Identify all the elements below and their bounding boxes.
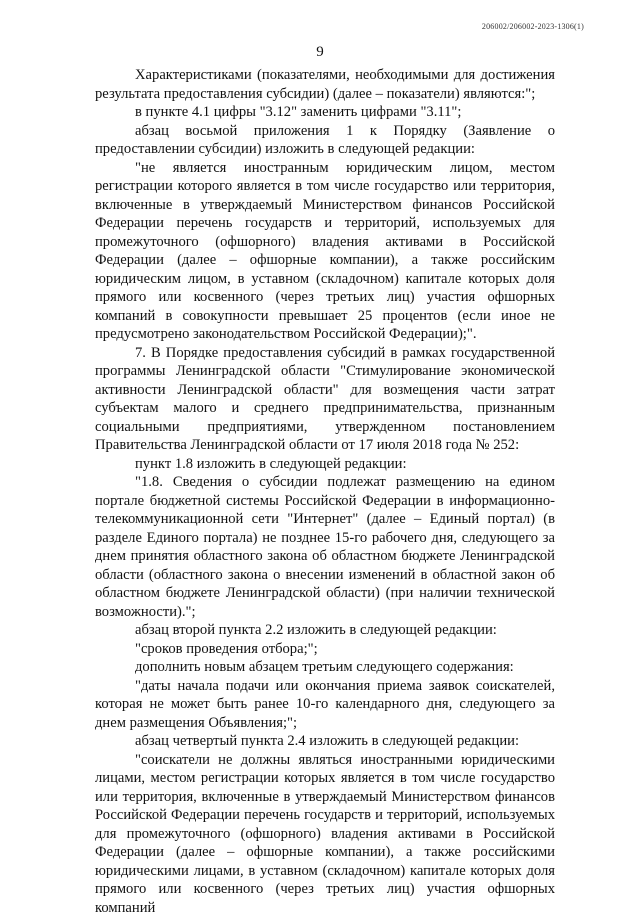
paragraph: "не является иностранным юридическим лицом, местом регистрации которого является в том числе государство или территория, включенные в утверждаемый Министерством финансов Российской Федерации перечень государств и территорий, используемых для промежуточного (офшорного) владения активами в Российской Федерации (далее – офшорные компании), а также российским юридическим лицом, в уставном (складочном) капитале которых доля прямого или косвенного (через третьих лиц) участия офшорных компаний в совокупности превышает 25 процентов (если иное не предусмотрено законодательством Российской Федерации);". bbox=[95, 159, 555, 344]
paragraph: в пункте 4.1 цифры "3.12" заменить цифрами "3.11"; bbox=[95, 103, 555, 122]
document-id: 206002/206002-2023-1306(1) bbox=[482, 22, 584, 31]
paragraph: "1.8. Сведения о субсидии подлежат размещению на едином портале бюджетной системы Российской Федерации в информационно-телекоммуникационной сети "Интернет" (далее – Единый портал) (в разделе Единого портала) не позднее 15-го рабочего дня, следующего за днем принятия областного закона об областном бюджете Ленинградской области (областного закона о внесении изменений в областной закон об областном бюджете Ленинградской области) (при наличии технической возможности)."; bbox=[95, 473, 555, 621]
paragraph: "сроков проведения отбора;"; bbox=[95, 640, 555, 659]
paragraph: абзац четвертый пункта 2.4 изложить в следующей редакции: bbox=[95, 732, 555, 751]
paragraph: абзац восьмой приложения 1 к Порядку (Заявление о предоставлении субсидии) изложить в следующей редакции: bbox=[95, 122, 555, 159]
paragraph: 7. В Порядке предоставления субсидий в рамках государственной программы Ленинградской области "Стимулирование экономической активности Ленинградской области" для возмещения части затрат субъектам малого и среднего предпринимательства, признанным социальными предприятиями, утвержденном постановлением Правительства Ленинградской области от 17 июля 2018 года № 252: bbox=[95, 344, 555, 455]
paragraph: абзац второй пункта 2.2 изложить в следующей редакции: bbox=[95, 621, 555, 640]
paragraph: "соискатели не должны являться иностранными юридическими лицами, местом регистрации которых является в том числе государство или территория, включенные в утверждаемый Министерством финансов Российской Федерации перечень государств и территорий, используемых для промежуточного (офшорного) владения активами в Российской Федерации (далее – офшорные компании), а также российскими юридическими лицами, в уставном (складочном) капитале которых доля прямого или косвенного (через третьих лиц) участия офшорных компаний bbox=[95, 751, 555, 917]
paragraph: "даты начала подачи или окончания приема заявок соискателей, которая не может быть ранее 10-го календарного дня, следующего за днем размещения Объявления;"; bbox=[95, 677, 555, 733]
paragraph: дополнить новым абзацем третьим следующего содержания: bbox=[95, 658, 555, 677]
document-body bbox=[95, 66, 555, 917]
paragraph: пункт 1.8 изложить в следующей редакции: bbox=[95, 455, 555, 474]
page-number: 9 bbox=[0, 44, 640, 61]
paragraph: Характеристиками (показателями, необходимыми для достижения результата предоставления субсидии) (далее – показатели) являются:"; bbox=[95, 66, 555, 103]
